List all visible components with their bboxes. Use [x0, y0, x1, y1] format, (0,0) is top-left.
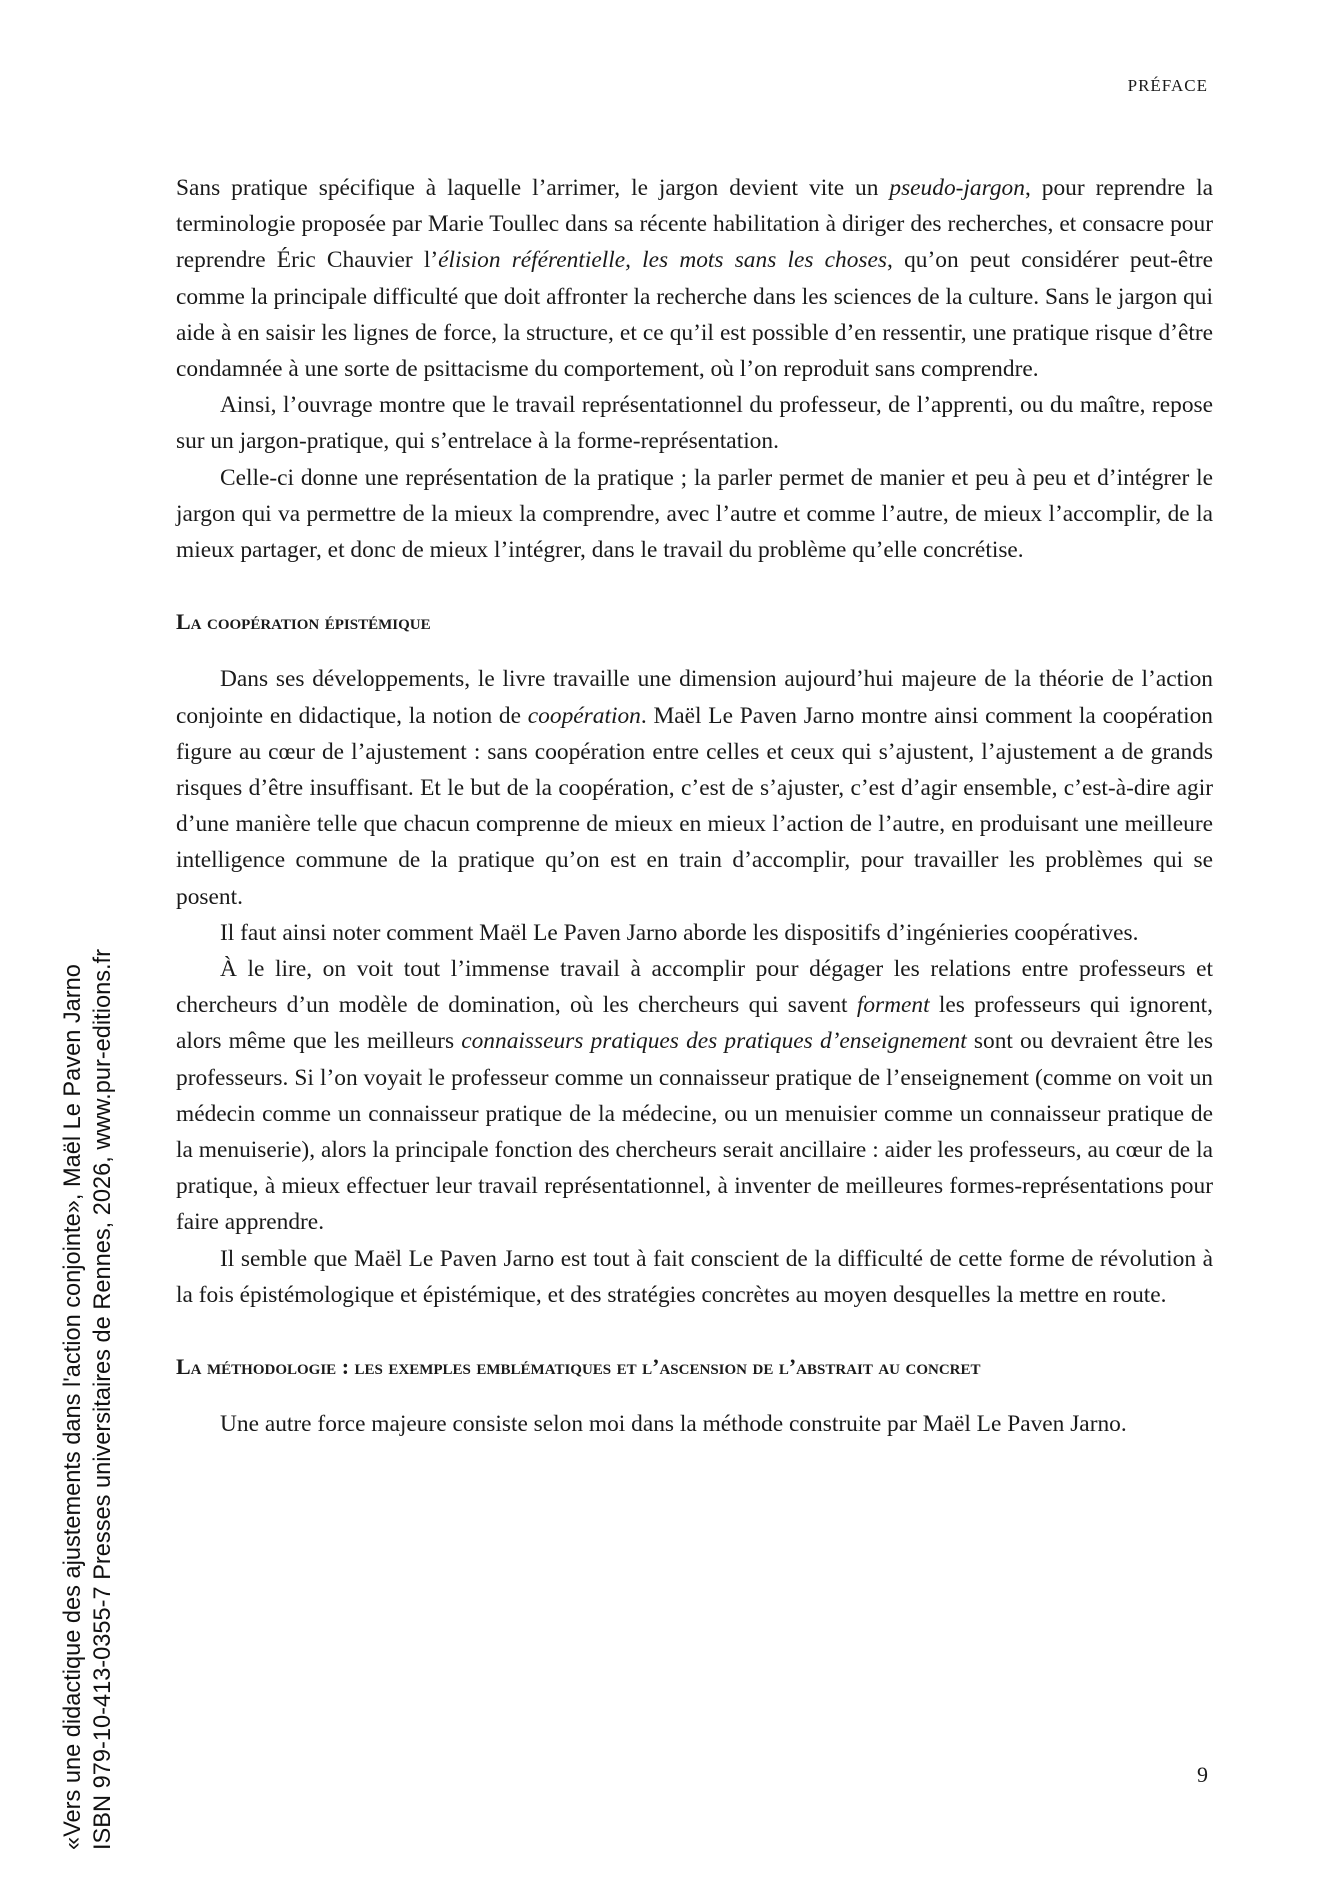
sidebar-line: «Vers une didactique des ajustements dans l'action conjointe», Maël Le Paven Jarno: [60, 964, 86, 1850]
paragraph: Celle-ci donne une représentation de la pratique ; la parler permet de manier et peu à peu et d’intégrer le jargon qui va permettre de la mieux la comprendre, avec l’autre et comme l’autre, de mieux l’accomplir, de la mieux partager, et donc de mieux l’intégrer, dans le travail du problème qu’elle concrétise.: [176, 464, 1213, 564]
section-heading: La méthodologie : les exemples emblématiques et l’ascension de l’abstrait au concret: [176, 1354, 981, 1380]
body-text: [176, 170, 1213, 1443]
section-heading: La coopération épistémique: [176, 609, 431, 635]
running-head: PRÉFACE: [1127, 76, 1208, 95]
sidebar-line: ISBN 979-10-413-0355-7 Presses universitaires de Rennes, 2026, www.pur-editions.fr: [90, 949, 116, 1850]
paragraph: Sans pratique spécifique à laquelle l’arrimer, le jargon devient vite un pseudo-jargon, pour reprendre la terminologie proposée par Marie Toullec dans sa récente habilitation à diriger des recherches, et consacre pour reprendre Éric Chauvier l’élision référentielle, les mots sans les choses, qu’on peut considérer peut-être comme la principale difficulté que doit affronter la recherche dans les sciences de la culture. Sans le jargon qui aide à en saisir les lignes de force, la structure, et ce qu’il est possible d’en ressentir, une pratique risque d’être condamnée à une sorte de psittacisme du comportement, où l’on reproduit sans comprendre.: [176, 175, 1214, 383]
paragraph: Il semble que Maël Le Paven Jarno est tout à fait conscient de la difficulté de cette forme de révolution à la fois épistémologique et épistémique, et des stratégies concrètes au moyen desquelles la mettre en route.: [176, 1245, 1213, 1308]
paragraph: Ainsi, l’ouvrage montre que le travail représentationnel du professeur, de l’apprenti, ou du maître, repose sur un jargon-pratique, qui s’entrelace à la forme-représentation.: [176, 392, 1213, 455]
paragraph: Une autre force majeure consiste selon moi dans la méthode construite par Maël Le Paven Jarno.: [220, 1411, 1127, 1438]
paragraph: À le lire, on voit tout l’immense travail à accomplir pour dégager les relations entre professeurs et chercheurs d’un modèle de domination, où les chercheurs qui savent forment les professeurs qui ignorent, alors même que les meilleurs connaisseurs pratiques des pratiques d’enseignement sont ou devraient être les professeurs. Si l’on voyait le professeur comme un connaisseur pratique de l’enseignement (comme on voit un médecin comme un connaisseur pratique de la médecine, ou un menuisier comme un connaisseur pratique de la menuiserie), alors la principale fonction des chercheurs serait ancillaire : aider les professeurs, au cœur de la pratique, à mieux effectuer leur travail représentationnel, à inventer de meilleures formes-représentations pour faire apprendre.: [176, 956, 1213, 1236]
page-number: 9: [1197, 1762, 1208, 1787]
paragraph: Il faut ainsi noter comment Maël Le Paven Jarno aborde les dispositifs d’ingénieries coopératives.: [220, 919, 1139, 946]
copyright-sidebar: [58, 949, 118, 1850]
paragraph: Dans ses développements, le livre travaille une dimension aujourd’hui majeure de la théorie de l’action conjointe en didactique, la notion de coopération. Maël Le Paven Jarno montre ainsi comment la coopération figure au cœur de l’ajustement : sans coopération entre celles et ceux qui s’ajustent, l’ajustement a de grands risques d’être insuffisant. Et le but de la coopération, c’est de s’ajuster, c’est d’agir ensemble, c’est-à-dire agir d’une manière telle que chacun comprenne de mieux en mieux l’action de l’autre, en produisant une meilleure intelligence commune de la pratique qu’on est en train d’accomplir, pour travailler les problèmes qui se posent.: [176, 666, 1214, 910]
